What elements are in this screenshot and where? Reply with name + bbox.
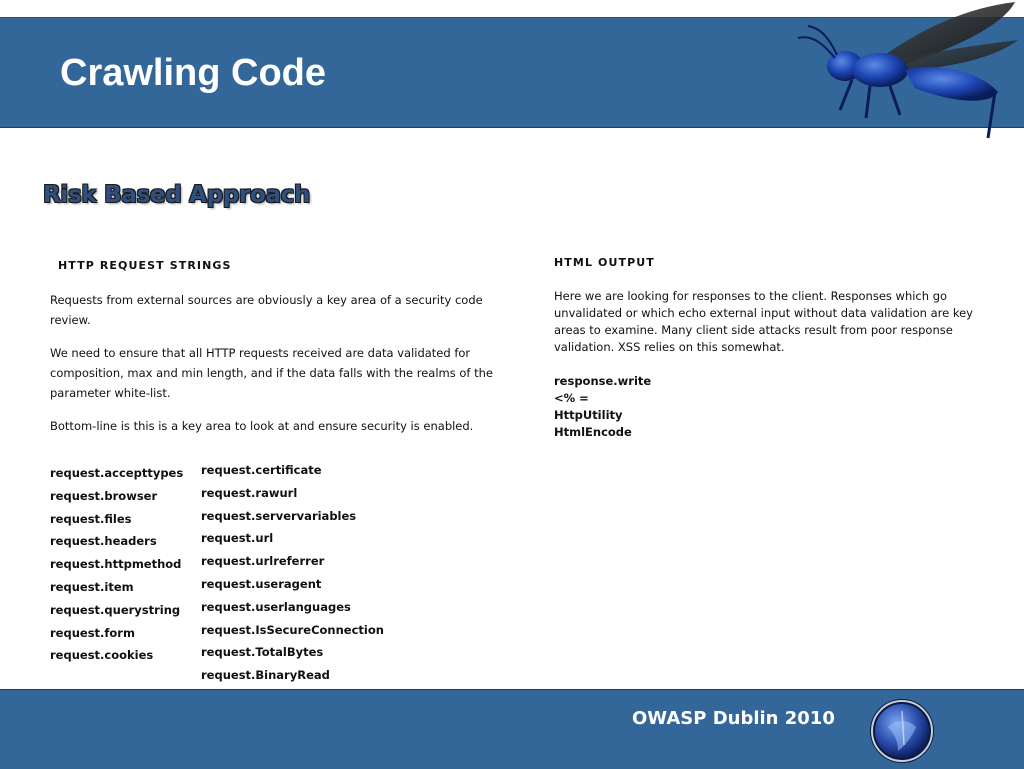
list-item: request.httpmethod — [50, 557, 182, 572]
list-item: request.cookies — [50, 648, 154, 663]
list-item: request.headers — [50, 534, 157, 549]
list-item: request.userlanguages — [201, 599, 351, 614]
footer-text: OWASP Dublin 2010 — [632, 708, 835, 729]
list-item: request.useragent — [201, 576, 322, 591]
section-subtitle: Risk Based Approach — [43, 182, 311, 208]
code-item: HtmlEncode — [554, 425, 632, 439]
list-item: request.urlreferrer — [201, 554, 325, 569]
list-item: request.item — [50, 579, 134, 594]
html-output-code-list — [554, 373, 651, 441]
owasp-logo-icon — [868, 697, 936, 765]
list-item: request.accepttypes — [50, 466, 184, 480]
right-paragraph: Here we are looking for responses to the client. Responses which go unvalidated or which echo external input without data validation are key areas to examine. Many client side attacks result from poor response validation. XSS relies on this somewhat. — [554, 289, 973, 354]
list-item: request.IsSecureConnection — [201, 622, 384, 637]
code-item: HttpUtility — [554, 408, 623, 422]
left-paragraph-3: Bottom-line is this is a key area to look at and ensure security is enabled. — [50, 419, 474, 433]
list-item: request.files — [50, 511, 132, 526]
list-item: request.certificate — [201, 463, 322, 477]
list-item: request.querystring — [50, 602, 181, 617]
right-heading: HTML OUTPUT — [554, 256, 655, 269]
list-item: request.browser — [50, 488, 158, 503]
list-item: request.rawurl — [201, 485, 298, 500]
request-list-col1 — [50, 462, 183, 667]
list-item: request.TotalBytes — [201, 645, 324, 660]
request-list-col2 — [201, 459, 384, 687]
code-item: response.write — [554, 374, 652, 388]
left-paragraph-1: Requests from external sources are obviously a key area of a security code review. — [50, 293, 483, 327]
list-item: request.url — [201, 531, 274, 546]
list-item: request.BinaryRead — [201, 668, 330, 683]
left-heading: HTTP REQUEST STRINGS — [58, 259, 232, 272]
list-item: request.form — [50, 625, 135, 640]
code-item: <% = — [554, 391, 589, 405]
list-item: request.servervariables — [201, 508, 357, 523]
slide-title: Crawling Code — [60, 52, 327, 94]
left-paragraph-2: We need to ensure that all HTTP requests received are data validated for composition, max and min length, and if the data falls with the realms of the parameter white-list. — [50, 346, 493, 400]
wasp-icon — [790, 0, 1024, 145]
